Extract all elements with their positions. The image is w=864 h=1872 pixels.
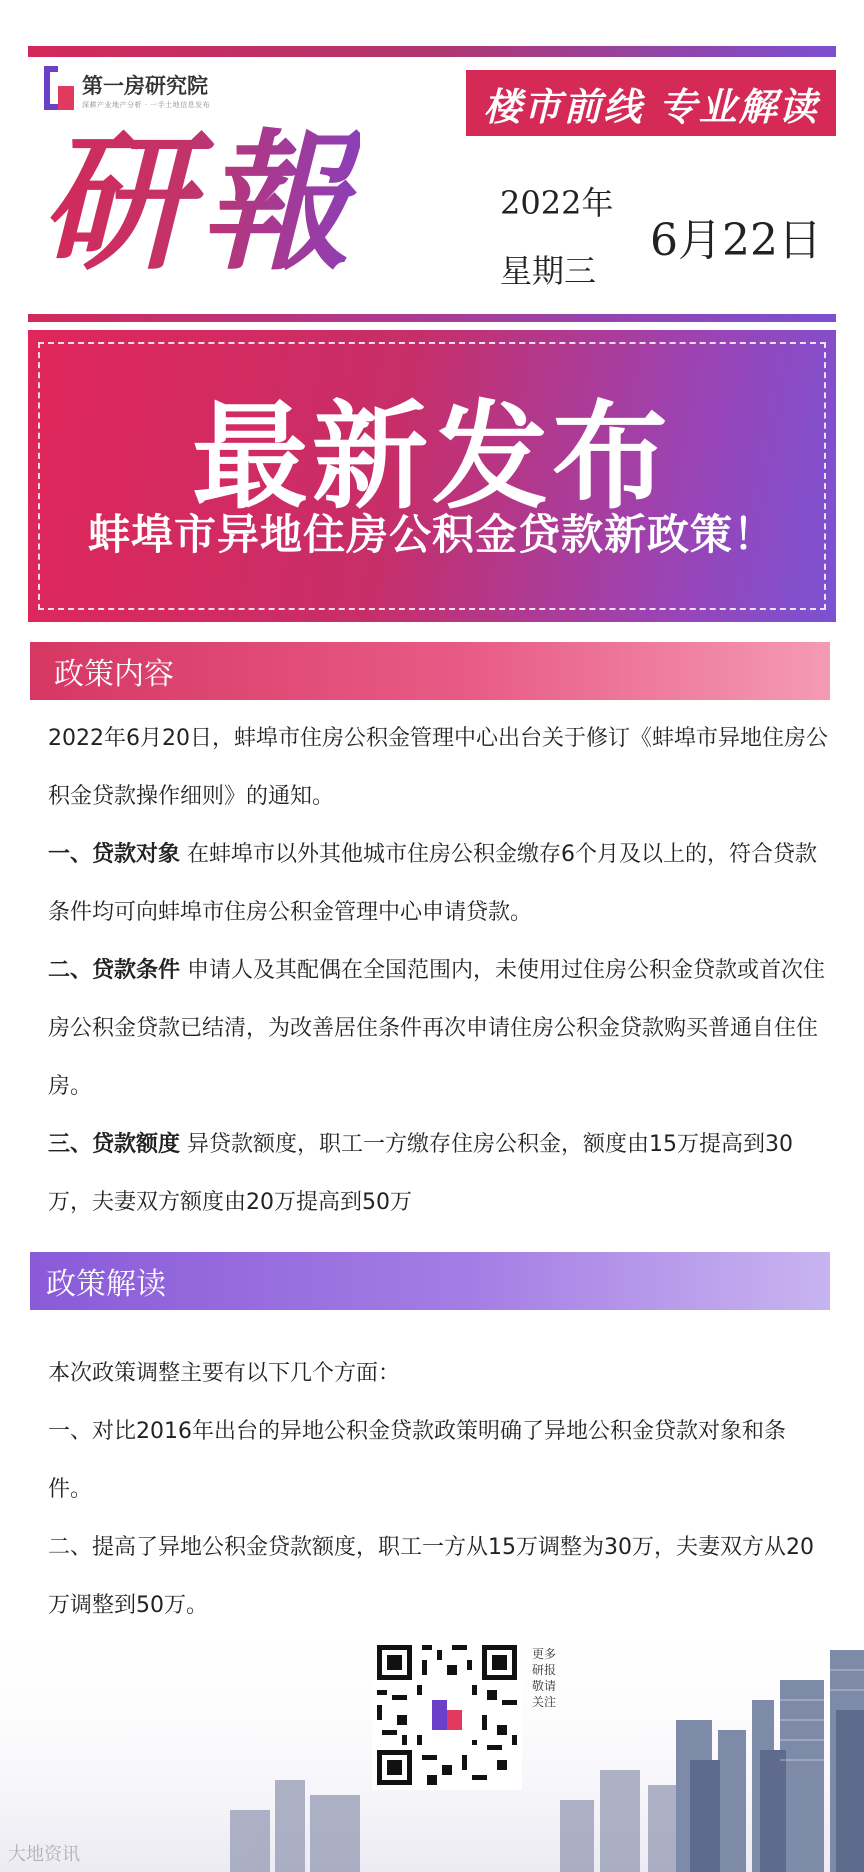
policy-content (48, 710, 828, 1232)
issue-date: 6月22日 (650, 215, 822, 266)
qr-caption: 更多研报 敬请关注 (532, 1647, 557, 1709)
policy-item (48, 942, 828, 1116)
policy-item-label: 一、贷款对象 (48, 842, 181, 867)
section-heading-interpretation: 政策解读 (30, 1252, 830, 1310)
issue-year: 2022年 (500, 184, 614, 222)
brand-logo[interactable] (44, 66, 264, 122)
policy-item-label: 二、贷款条件 (48, 958, 181, 983)
banner-subtitle: 蚌埠市异地住房公积金贷款新政策！ (87, 510, 776, 559)
masthead-title: 研報 (40, 115, 361, 291)
logo-subtitle: 深耕产业地产分析 · 一手土地信息发布 (82, 101, 211, 109)
interpretation-content (48, 1345, 828, 1635)
policy-intro: 2022年6月20日，蚌埠市住房公积金管理中心出台关于修订《蚌埠市异地住房公积金贷款操作细则》的通知。 (48, 726, 828, 809)
qr-code[interactable] (372, 1640, 522, 1790)
logo-mark-icon (44, 66, 74, 110)
banner-title: 最新发布 (192, 390, 672, 525)
header-divider (28, 314, 836, 322)
policy-item-text: 在蚌埠市以外其他城市住房公积金缴存6个月及以上的，符合贷款条件均可向蚌埠市住房公积金管理中心申请贷款。 (48, 842, 818, 925)
policy-item-text: 异贷款额度，职工一方缴存住房公积金，额度由15万提高到30万，夫妻双方额度由20万提高到50万 (48, 1132, 794, 1215)
slogan-badge: 楼市前线 专业解读 (466, 70, 836, 136)
watermark: 大地资讯 (8, 1844, 80, 1865)
issue-weekday: 星期三 (500, 252, 597, 290)
section-heading-policy: 政策内容 (30, 642, 830, 700)
top-accent-bar (28, 46, 836, 57)
policy-item (48, 1116, 828, 1232)
qr-code-icon (372, 1640, 522, 1790)
interpretation-point: 一、对比2016年出台的异地公积金贷款政策明确了异地公积金贷款对象和条件。 (48, 1419, 786, 1502)
policy-item-label: 三、贷款额度 (48, 1132, 181, 1157)
policy-item-text: 申请人及其配偶在全国范围内，未使用过住房公积金贷款或首次住房公积金贷款已结清，为改善居住条件再次申请住房公积金贷款购买普通自住住房。 (48, 958, 826, 1099)
policy-item (48, 826, 828, 942)
headline-banner (28, 330, 836, 622)
interpretation-point: 二、提高了异地公积金贷款额度，职工一方从15万调整为30万，夫妻双方从20万调整到50万。 (48, 1535, 814, 1618)
logo-name: 第一房研究院 (82, 74, 208, 98)
interpretation-intro: 本次政策调整主要有以下几个方面： (48, 1361, 401, 1386)
